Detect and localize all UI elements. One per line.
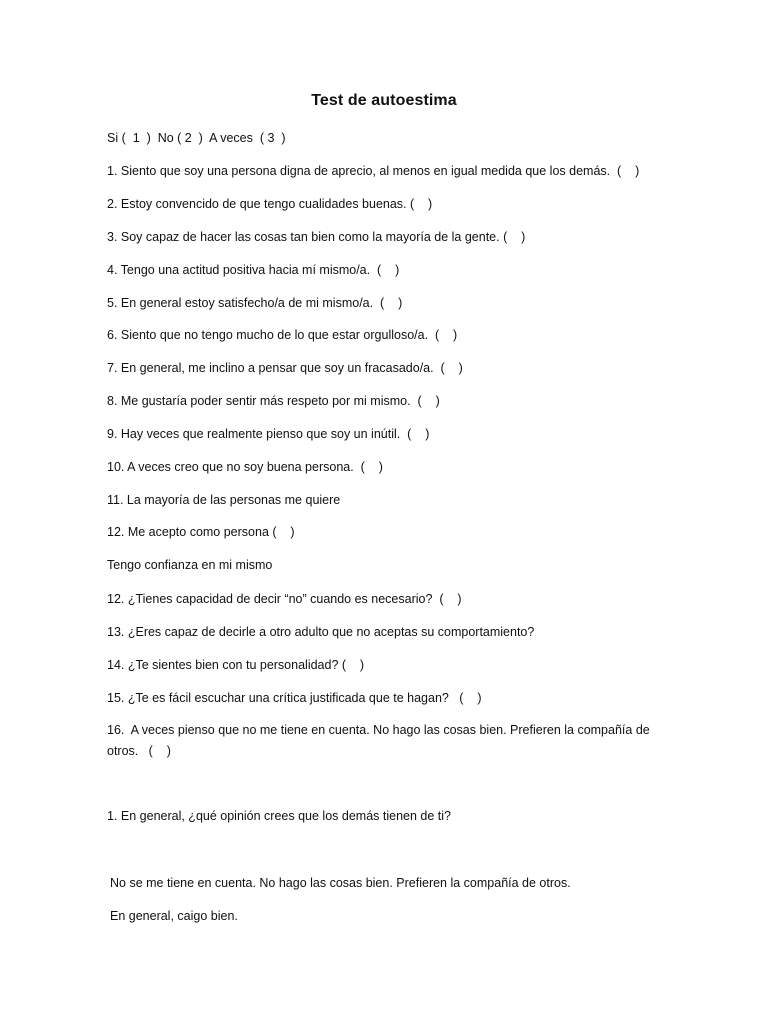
item-confidence: Tengo confianza en mi mismo (107, 558, 273, 572)
item-15: 15. ¿Te es fácil escuchar una crítica justificada que te hagan? ( ) (107, 691, 482, 705)
item-1: 1. Siento que soy una persona digna de aprecio, al menos en igual medida que los demás. ( ) (107, 164, 640, 178)
item-9: 9. Hay veces que realmente pienso que soy un inútil. ( ) (107, 427, 430, 441)
item-6: 6. Siento que no tengo mucho de lo que estar orgulloso/a. ( ) (107, 328, 458, 342)
item-14: 14. ¿Te sientes bien con tu personalidad? ( ) (107, 658, 365, 672)
item-3: 3. Soy capaz de hacer las cosas tan bien como la mayoría de la gente. ( ) (107, 230, 526, 244)
answer-1: No se me tiene en cuenta. No hago las cosas bien. Prefieren la compañía de otros. (110, 876, 571, 890)
item-13: 13. ¿Eres capaz de decirle a otro adulto que no aceptas su comportamiento? (107, 625, 535, 639)
item-5: 5. En general estoy satisfecho/a de mi mismo/a. ( ) (107, 296, 403, 310)
response-scale: Si ( 1 ) No ( 2 ) A veces ( 3 ) (107, 131, 286, 145)
item-16: 16. A veces pienso que no me tiene en cuenta. No hago las cosas bien. Prefieren la compañía de otros. ( ) (107, 723, 654, 758)
item-4: 4. Tengo una actitud positiva hacia mí mismo/a. ( ) (107, 263, 400, 277)
document-title: Test de autoestima (311, 92, 457, 109)
open-question: 1. En general, ¿qué opinión crees que los demás tienen de ti? (107, 809, 451, 823)
answer-2: En general, caigo bien. (110, 909, 238, 923)
item-8: 8. Me gustaría poder sentir más respeto por mi mismo. ( ) (107, 394, 440, 408)
item-12: 12. Me acepto como persona ( ) (107, 525, 295, 539)
item-2: 2. Estoy convencido de que tengo cualidades buenas. ( ) (107, 197, 433, 211)
item-10: 10. A veces creo que no soy buena persona. ( ) (107, 460, 383, 474)
item-7: 7. En general, me inclino a pensar que soy un fracasado/a. ( ) (107, 361, 463, 375)
item-12b: 12. ¿Tienes capacidad de decir “no” cuando es necesario? ( ) (107, 592, 462, 606)
item-11: 11. La mayoría de las personas me quiere (107, 493, 341, 507)
